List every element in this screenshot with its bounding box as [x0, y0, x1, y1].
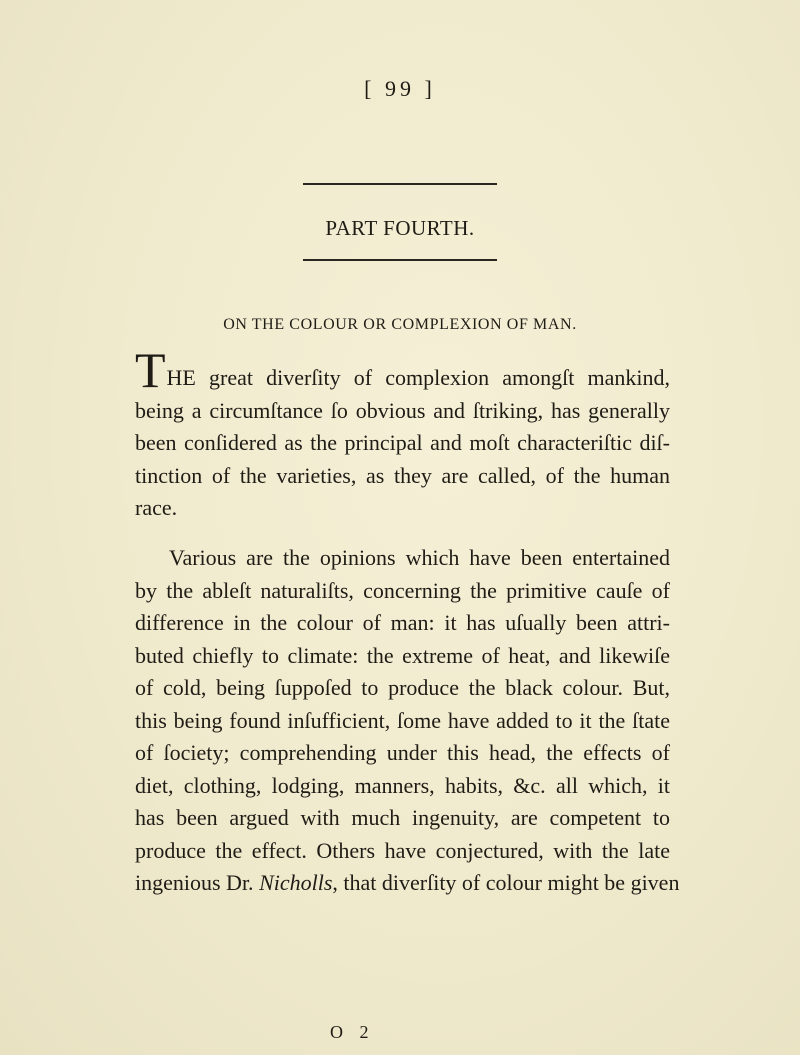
part-title: PART FOURTH.: [325, 216, 475, 240]
paragraph-2: [135, 542, 680, 900]
chapter-title: ON THE COLOUR OR COMPLEXION OF MAN.: [223, 316, 577, 333]
bottom-rule: [303, 259, 497, 261]
paragraph-1: [135, 342, 670, 525]
line-text: ingenious Dr.: [135, 870, 260, 895]
drop-cap: T: [135, 342, 166, 398]
paragraph-2-line: of ſociety; comprehending under this head, the effects of: [135, 740, 670, 765]
paragraph-1-line: tinction of the varieties, as they are called, of the human: [135, 462, 670, 488]
italic-name: Nicholls: [259, 870, 333, 895]
line-text: , that diverſity of colour might be given: [332, 870, 680, 895]
paragraph-1-line: [135, 342, 670, 398]
page-number: [ 99 ]: [364, 76, 436, 101]
paragraph-1-line: been conſidered as the principal and moſt characteriſtic diſ-: [135, 430, 670, 455]
paragraph-2-line: [135, 867, 680, 900]
paragraph-2-line: by the ableſt naturaliſts, concerning the primitive cauſe of: [135, 577, 670, 603]
signature-mark: O 2: [330, 1022, 375, 1042]
paragraph-1-line: being a circumſtance ſo obvious and ſtriking, has generally: [135, 397, 670, 423]
paragraph-2-line: has been argued with much ingenuity, are competent to: [135, 805, 670, 830]
paragraph-1-line: race.: [135, 495, 178, 520]
paragraph-2-line: produce the effect. Others have conjectured, with the late: [135, 837, 670, 863]
paragraph-2-line: diet, clothing, lodging, manners, habits, &c. all which, it: [135, 772, 670, 798]
top-rule: [303, 183, 497, 185]
paragraph-2-line: Various are the opinions which have been entertained: [169, 545, 670, 570]
paragraph-2-line: buted chiefly to climate: the extreme of heat, and likewiſe: [135, 642, 670, 668]
paragraph-2-line: this being found inſufficient, ſome have added to it the ſtate: [135, 707, 670, 733]
paragraph-2-line: of cold, being ſuppoſed to produce the black colour. But,: [135, 675, 670, 700]
paragraph-2-line: difference in the colour of man: it has uſually been attri-: [135, 610, 670, 635]
line-text: HE great diverſity of complexion amongſt mankind,: [166, 365, 670, 390]
